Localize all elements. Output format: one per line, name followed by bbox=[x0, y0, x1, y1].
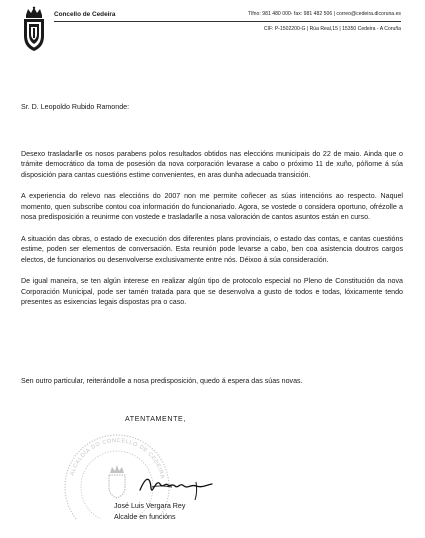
contact-info: Tlfno: 981 480 000- fax: 981 482 506 | correo@cedeira.dicoruna.es bbox=[247, 11, 401, 17]
letterhead bbox=[21, 6, 411, 54]
body-paragraph: De igual maneira, se ten algún interese en realizar algún tipo de protocolo especial no Pleno de Constitución da nova Corporación Municipal, pode ser tamén tratada para que se desenvolva a gusto de todos e todas, lóxicamente tendo presentes as esixencias legais dispostas pra o caso. bbox=[21, 277, 403, 307]
letter-body bbox=[21, 149, 403, 319]
closing-line: Sen outro particular, reiterándolle a nosa predisposición, quedo á espera das súas novas. bbox=[21, 377, 303, 385]
signer-role: Alcalde en funcións bbox=[114, 513, 176, 521]
body-paragraph: A experiencia do relevo nas eleccións do 2007 non me permite coñecer as súas intencións ao respecto. Naquel momento, quen subscribe contou coa información do funcionariado. Agora, se vostede o considera oportuno, ofrézolle a nosa predisposición a reunirme con vostede e trasladarlle a nosa valoración de cantos asuntos están en curso. bbox=[21, 192, 403, 222]
salutation: Sr. D. Leopoldo Rubido Ramonde: bbox=[21, 103, 130, 111]
coat-of-arms-icon bbox=[21, 6, 47, 52]
valediction: ATENTAMENTE, bbox=[125, 415, 186, 423]
handwritten-signature-icon bbox=[136, 470, 222, 502]
body-paragraph: A situación das obras, o estado de execución dos diferentes plans provinciais, o estado das contas, e cantas cuestións estime, poden ser elementos de conversación. Esta reunión pode levarse a cabo, ben coa asistencia doutros cargos electos, de funcionarios ou desenvolverse exclusivamente entre nós. Déixoo á súa consideración. bbox=[21, 234, 403, 264]
organization-name: Concello de Cedeira bbox=[54, 11, 116, 18]
header-divider bbox=[54, 21, 401, 22]
stamp-text: ALCALDÍA DO CONCELLO DE CEDEIRA bbox=[69, 437, 166, 480]
body-paragraph: Desexo trasladarlle os nosos parabens polos resultados obtidos nas eleccións municipais do 22 de maio. Ainda que o trámite democrático da toma de posesión da nova corporación levarase a cabo o próximo 11 de xuño, póñome á súa disposición para cantas cuestións estime convenientes, en aras dunha adecuada transición. bbox=[21, 150, 403, 179]
signer-name: José Luis Vergara Rey bbox=[114, 502, 186, 510]
address-info: CIF: P-1502200-G | Rúa Real,15 | 15350 Cedeira - A Coruña bbox=[263, 26, 401, 32]
